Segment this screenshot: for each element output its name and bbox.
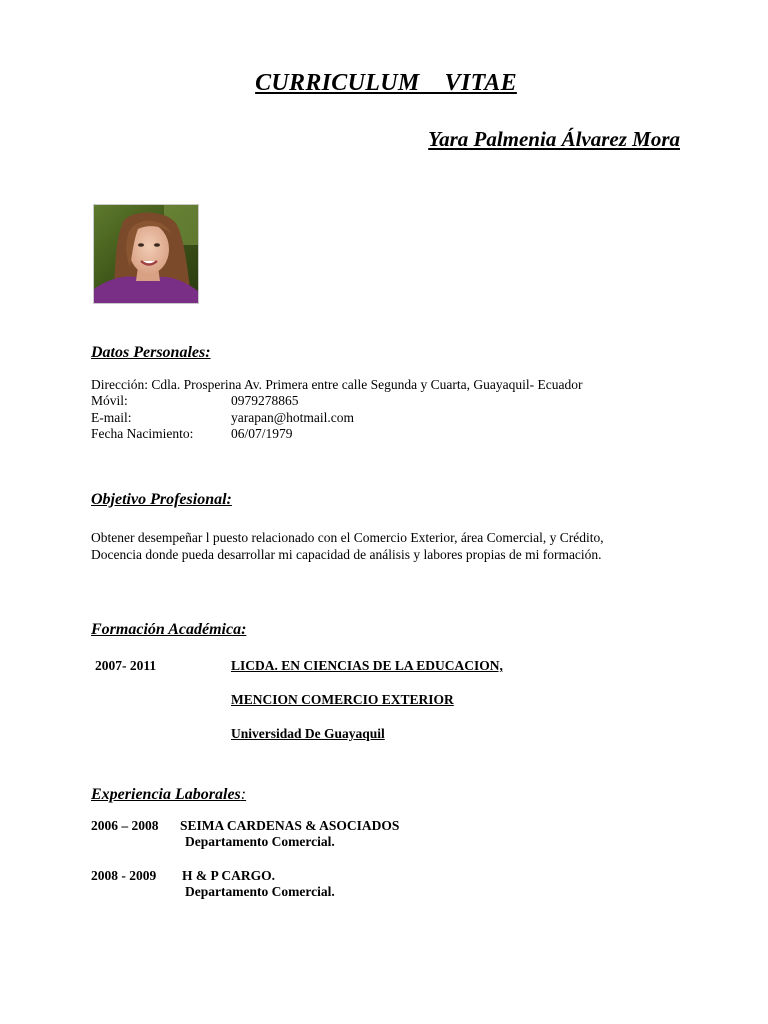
section-heading-personal: Datos Personales: [91, 344, 211, 361]
section-heading-experience [91, 786, 246, 804]
address-line: Dirección: Cdla. Prosperina Av. Primera entre calle Segunda y Cuarta, Guayaquil- Ecuador [91, 377, 583, 392]
profile-photo [93, 204, 199, 304]
document-title: CURRICULUM VITAE [255, 70, 517, 96]
education-years: 2007- 2011 [95, 658, 157, 673]
job-2-company: H & P CARGO. [182, 868, 275, 883]
education-university: Universidad De Guayaquil [231, 726, 385, 741]
objective-line-1: Obtener desempeñar l puesto relacionado con el Comercio Exterior, área Comercial, y Crédito, [91, 530, 604, 545]
mobile-label: Móvil: [91, 393, 128, 408]
candidate-name: Yara Palmenia Álvarez Mora [428, 127, 680, 151]
email-label: E-mail: [91, 410, 132, 425]
section-heading-education: Formación Académica: [91, 621, 247, 638]
job-2-years: 2008 - 2009 [91, 868, 157, 883]
mobile-value: 0979278865 [231, 393, 299, 408]
job-1-years: 2006 – 2008 [91, 818, 159, 833]
experience-heading-text: Experiencia Laborales [91, 786, 241, 803]
experience-heading-colon: : [240, 786, 247, 803]
job-2-department: Departamento Comercial. [185, 884, 335, 899]
job-1-department: Departamento Comercial. [185, 834, 335, 849]
objective-line-2: Docencia donde pueda desarrollar mi capacidad de análisis y labores propias de mi formación. [91, 547, 602, 562]
education-degree: LICDA. EN CIENCIAS DE LA EDUCACION, [231, 658, 503, 673]
education-mention: MENCION COMERCIO EXTERIOR [231, 692, 454, 707]
birthdate-value: 06/07/1979 [231, 426, 293, 441]
section-heading-objective: Objetivo Profesional: [91, 491, 232, 508]
profile-photo-image [94, 205, 198, 303]
email-value: yarapan@hotmail.com [231, 410, 355, 425]
job-1-company: SEIMA CARDENAS & ASOCIADOS [180, 818, 400, 833]
birthdate-label: Fecha Nacimiento: [91, 426, 194, 441]
